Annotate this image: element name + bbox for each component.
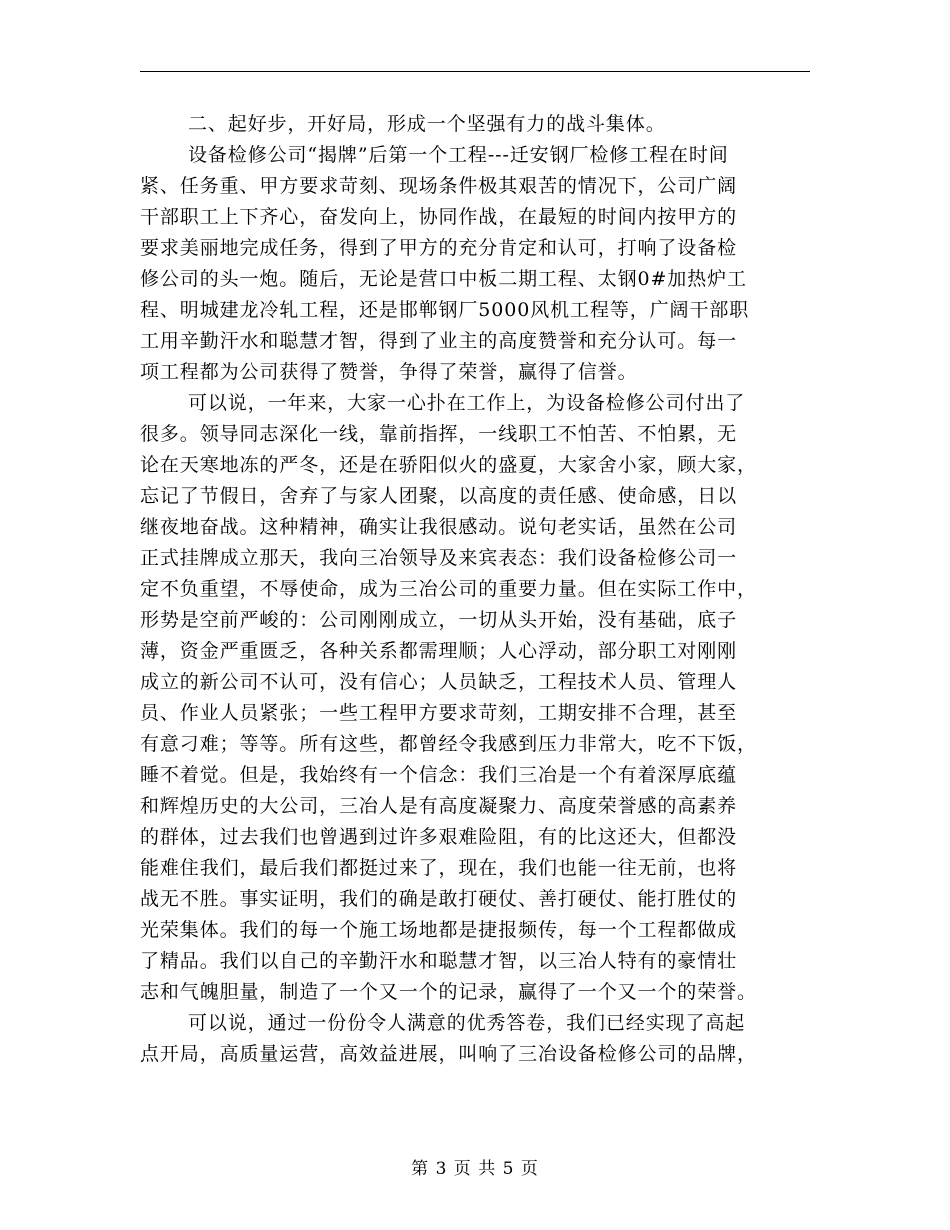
paragraph-line: 薄，资金严重匮乏，各种关系都需理顺；人心浮动，部分职工对刚刚	[140, 640, 738, 662]
paragraph-line: 能难住我们，最后我们都挺过来了，现在，我们也能一往无前，也将	[140, 857, 738, 879]
paragraph-line: 的群体，过去我们也曾遇到过许多艰难险阻，有的比这还大，但都没	[140, 826, 738, 848]
paragraph-conclusion	[140, 1008, 810, 1070]
paragraph-line: 要求美丽地完成任务，得到了甲方的充分肯定和认可，打响了设备检	[140, 237, 738, 259]
paragraph-line: 战无不胜。事实证明，我们的确是敢打硬仗、善打硬仗、能打胜仗的	[140, 888, 738, 910]
paragraph-line: 设备检修公司“揭牌”后第一个工程---迁安钢厂检修工程在时间	[188, 144, 729, 166]
paragraph-line: 可以说，一年来，大家一心扑在工作上，为设备检修公司付出了	[188, 392, 746, 414]
header-rule	[140, 71, 810, 72]
paragraph-line: 论在天寒地冻的严冬，还是在骄阳似火的盛夏，大家舍小家，顾大家，	[140, 454, 757, 476]
paragraph-line: 修公司的头一炮。随后，无论是营口中板二期工程、太钢0#加热炉工	[140, 268, 747, 290]
paragraph-line: 紧、任务重、甲方要求苛刻、现场条件极其艰苦的情况下，公司广阔	[140, 175, 738, 197]
page-number-footer: 第 3 页 共 5 页	[411, 1159, 539, 1179]
paragraph-line: 干部职工上下齐心，奋发向上，协同作战，在最短的时间内按甲方的	[140, 206, 738, 228]
paragraph-line: 继夜地奋战。这种精神，确实让我很感动。说句老实话，虽然在公司	[140, 516, 738, 538]
paragraph-line: 形势是空前严峻的：公司刚刚成立，一切从头开始，没有基础，底子	[140, 609, 738, 631]
paragraph-line: 二、起好步，开好局，形成一个坚强有力的战斗集体。	[188, 113, 666, 135]
paragraph-line: 了精品。我们以自己的辛勤汗水和聪慧才智，以三冶人特有的豪情壮	[140, 950, 738, 972]
paragraph-line: 有意刁难；等等。所有这些，都曾经令我感到压力非常大，吃不下饭，	[140, 733, 757, 755]
paragraph-line: 工用辛勤汗水和聪慧才智，得到了业主的高度赞誉和充分认可。每一	[140, 330, 738, 352]
paragraph-line: 定不负重望，不辱使命，成为三冶公司的重要力量。但在实际工作中，	[140, 578, 757, 600]
paragraph-line: 程、明城建龙冷轧工程，还是邯郸钢厂5000风机工程等，广阔干部职	[140, 299, 750, 321]
paragraph-year-review	[140, 388, 810, 1008]
paragraph-line: 忘记了节假日，舍弃了与家人团聚，以高度的责任感、使命感，日以	[140, 485, 738, 507]
paragraph-line: 可以说，通过一份份令人满意的优秀答卷，我们已经实现了高起	[188, 1012, 746, 1034]
paragraph-line: 点开局，高质量运营，高效益进展，叫响了三冶设备检修公司的品牌，	[140, 1043, 757, 1065]
paragraph-section-heading	[140, 109, 810, 140]
paragraph-line: 员、作业人员紧张；一些工程甲方要求苛刻，工期安排不合理，甚至	[140, 702, 738, 724]
paragraph-line: 项工程都为公司获得了赞誉，争得了荣誉，赢得了信誉。	[140, 361, 638, 383]
document-body	[140, 109, 810, 1070]
paragraph-first-project	[140, 140, 810, 388]
paragraph-line: 睡不着觉。但是，我始终有一个信念：我们三冶是一个有着深厚底蕴	[140, 764, 738, 786]
paragraph-line: 和辉煌历史的大公司，三冶人是有高度凝聚力、高度荣誉感的高素养	[140, 795, 738, 817]
paragraph-line: 正式挂牌成立那天，我向三冶领导及来宾表态：我们设备检修公司一	[140, 547, 738, 569]
paragraph-line: 光荣集体。我们的每一个施工场地都是捷报频传，每一个工程都做成	[140, 919, 738, 941]
paragraph-line: 志和气魄胆量，制造了一个又一个的记录，赢得了一个又一个的荣誉。	[140, 981, 757, 1003]
paragraph-line: 成立的新公司不认可，没有信心；人员缺乏，工程技术人员、管理人	[140, 671, 738, 693]
paragraph-line: 很多。领导同志深化一线，靠前指挥，一线职工不怕苦、不怕累，无	[140, 423, 738, 445]
